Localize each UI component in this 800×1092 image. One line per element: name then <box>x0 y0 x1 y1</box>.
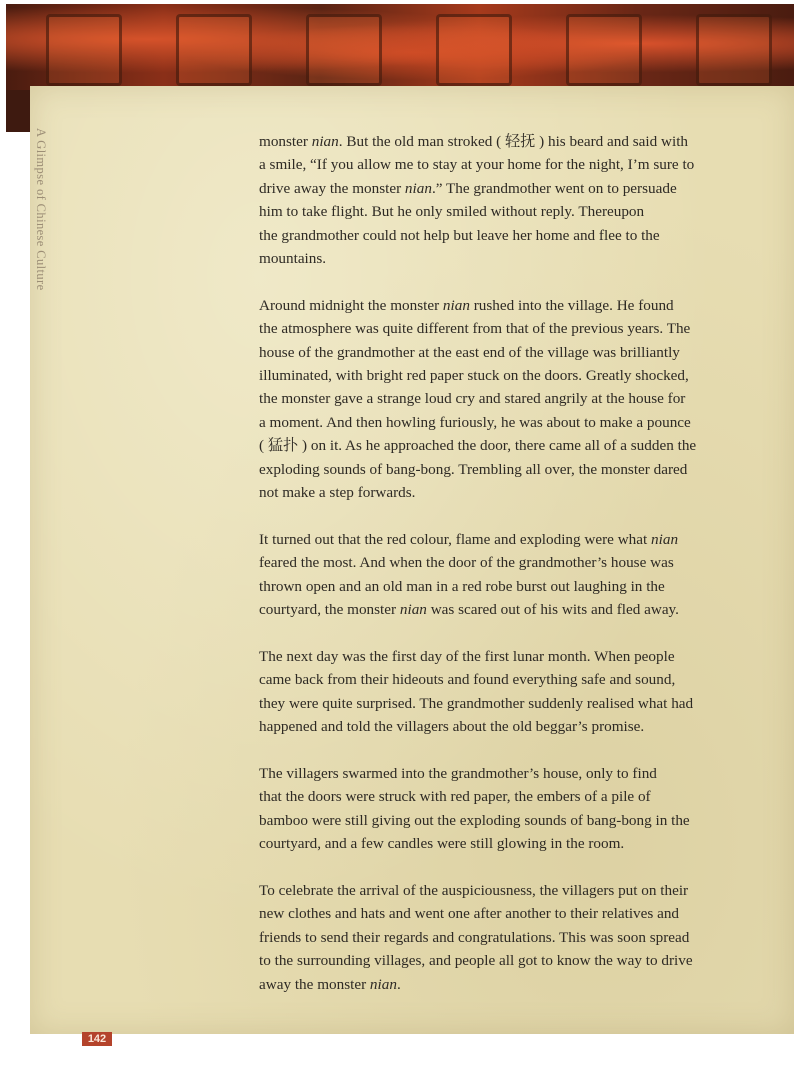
lantern-decoration <box>566 14 642 86</box>
side-strip <box>6 90 32 132</box>
text-run: courtyard, and a few candles were still glowing in the room. <box>259 835 625 853</box>
text-line <box>259 879 759 902</box>
lantern-decoration <box>696 14 772 86</box>
text-run: ( 猛扑 ) on it. As he approached the door, there came all of a sudden the <box>259 437 697 455</box>
text-line <box>259 832 759 855</box>
text-run: the grandmother could not help but leave her home and flee to the <box>259 226 660 244</box>
book-title-running-head: A Glimpse of Chinese Culture <box>34 128 48 291</box>
text-run: came back from their hideouts and found everything safe and sound, <box>259 671 676 689</box>
text-run: away the monster <box>259 975 370 993</box>
text-line <box>259 341 759 364</box>
text-run: to the surrounding villages, and people all got to know the way to drive <box>259 952 693 970</box>
text-run: It turned out that the red colour, flame and exploding were what <box>259 530 652 548</box>
text-run: was scared out of his wits and fled away. <box>426 601 679 619</box>
text-run: The villagers swarmed into the grandmother’s house, only to find <box>259 764 657 782</box>
text-run: Around midnight the monster <box>259 296 443 314</box>
text-line <box>259 247 759 270</box>
text-line <box>259 598 759 621</box>
text-run: exploding sounds of bang-bong. Trembling all over, the monster dared <box>259 460 688 478</box>
page-number: 142 <box>82 1032 112 1046</box>
text-line <box>259 973 759 996</box>
text-run: happened and told the villagers about the old beggar’s promise. <box>259 718 645 736</box>
text-run: new clothes and hats and went one after another to their relatives and <box>259 905 680 923</box>
italic-term: nian <box>651 530 679 548</box>
text-run: not make a step forwards. <box>259 484 416 502</box>
text-run: feared the most. And when the door of the grandmother’s house was <box>259 554 674 572</box>
italic-term: nian <box>369 975 397 993</box>
text-line <box>259 926 759 949</box>
text-run: house of the grandmother at the east end of the village was brilliantly <box>259 343 680 361</box>
text-line <box>259 364 759 387</box>
paragraph <box>259 294 759 505</box>
text-line <box>259 575 759 598</box>
text-line <box>259 715 759 738</box>
text-line <box>259 387 759 410</box>
text-run: drive away the monster <box>259 179 405 197</box>
text-run: that the doors were struck with red paper, the embers of a pile of <box>259 788 651 806</box>
text-line <box>259 692 759 715</box>
lantern-decoration <box>436 14 512 86</box>
text-run: they were quite surprised. The grandmother suddenly realised what had <box>259 694 694 712</box>
text-line <box>259 200 759 223</box>
text-line <box>259 551 759 574</box>
lantern-decoration <box>176 14 252 86</box>
lantern-decoration <box>306 14 382 86</box>
text-line <box>259 177 759 200</box>
text-line <box>259 949 759 972</box>
text-line <box>259 224 759 247</box>
text-run: . <box>396 975 401 993</box>
text-line <box>259 645 759 668</box>
text-run: friends to send their regards and congratulations. This was soon spread <box>259 928 690 946</box>
text-run: bamboo were still giving out the exploding sounds of bang-bong in the <box>259 811 690 829</box>
text-run: a moment. And then howling furiously, he was about to make a pounce <box>259 413 691 431</box>
text-line <box>259 668 759 691</box>
text-line <box>259 481 759 504</box>
text-run: monster <box>259 133 312 150</box>
text-line <box>259 434 759 457</box>
text-run: a smile, “If you allow me to stay at your home for the night, I’m sure to <box>259 156 695 174</box>
text-line <box>259 294 759 317</box>
text-run: courtyard, the monster <box>259 601 400 619</box>
paragraph <box>259 528 759 622</box>
text-run: the atmosphere was quite different from that of the previous years. The <box>259 320 691 338</box>
paragraph <box>259 130 759 270</box>
text-run: The next day was the first day of the first lunar month. When people <box>259 647 675 665</box>
text-run: him to take flight. But he only smiled without reply. Thereupon <box>259 203 645 221</box>
text-run: mountains. <box>259 250 327 268</box>
text-run: To celebrate the arrival of the auspiciousness, the villagers put on their <box>259 881 689 899</box>
text-line <box>259 528 759 551</box>
body-text <box>259 130 759 1019</box>
italic-term: nian <box>404 179 432 197</box>
paragraph <box>259 762 759 856</box>
text-line <box>259 317 759 340</box>
text-line <box>259 130 759 153</box>
text-run: . But the old man stroked ( 轻抚 ) his beard and said with <box>338 133 689 150</box>
italic-term: nian <box>442 296 470 314</box>
text-line <box>259 458 759 481</box>
text-run: the monster gave a strange loud cry and stared angrily at the house for <box>259 390 686 408</box>
text-line <box>259 762 759 785</box>
text-run: rushed into the village. He found <box>469 296 674 314</box>
text-run: illuminated, with bright red paper stuck on the doors. Greatly shocked, <box>259 367 689 385</box>
italic-term: nian <box>399 601 427 619</box>
italic-term: nian <box>311 133 339 150</box>
text-run: .” The grandmother went on to persuade <box>431 179 677 197</box>
text-line <box>259 411 759 434</box>
lantern-decoration <box>46 14 122 86</box>
text-line <box>259 809 759 832</box>
text-run: thrown open and an old man in a red robe burst out laughing in the <box>259 577 665 595</box>
header-banner-image <box>6 4 794 92</box>
paragraph <box>259 645 759 739</box>
paragraph <box>259 879 759 996</box>
text-line <box>259 785 759 808</box>
text-line <box>259 902 759 925</box>
text-line <box>259 153 759 176</box>
